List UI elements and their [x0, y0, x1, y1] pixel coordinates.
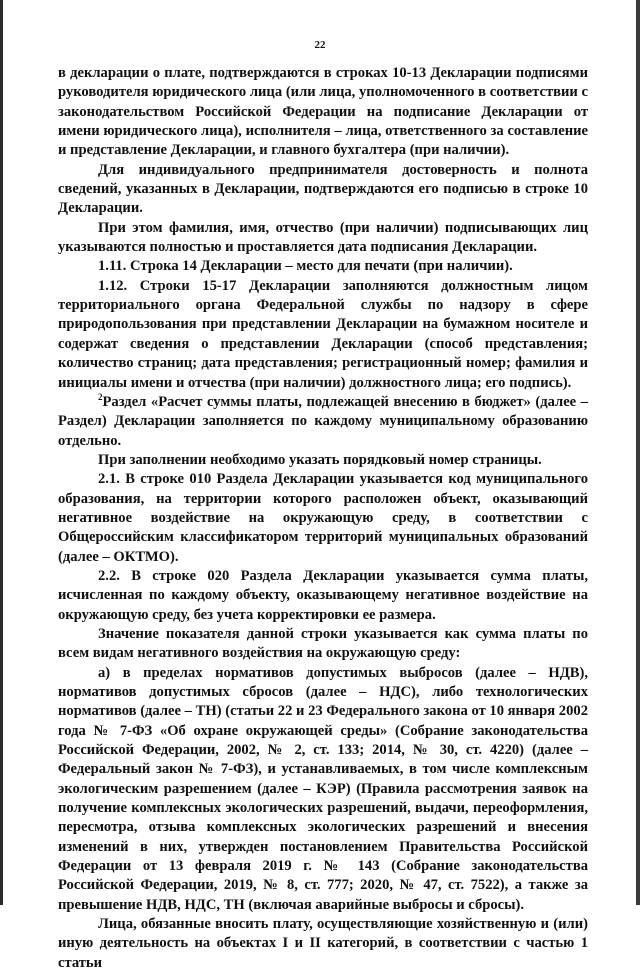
footnote-mark: 2	[98, 391, 103, 402]
scan-edge-right	[636, 0, 640, 905]
paragraph: 2.1. В строке 010 Раздела Декларации указывается код муниципального образования, на территории которого расположен объект, оказывающий негативное воздействие на окружающую среду, в соответствии с Общероссийским классификатором территорий муниципальных образований (далее – ОКТМО).	[58, 471, 588, 565]
document-body	[58, 64, 588, 973]
paragraph: При заполнении необходимо указать порядковый номер страницы.	[98, 451, 542, 468]
paragraph: 1.12. Строки 15-17 Декларации заполняются должностным лицом территориального органа Федеральной службы по надзору в сфере природопользования при представлении Декларации на бумажном носителе и содержат сведения о представлении Декларации (способ представления; количество страниц; дата представления; регистрационный номер; фамилия и инициалы имени и отчества (при наличии) должностного лица; его подпись).	[58, 277, 588, 391]
section-paragraph	[58, 393, 588, 451]
paragraph: Лица, обязанные вносить плату, осуществляющие хозяйственную и (или) иную деятельность на объектах I и II категорий, в соответствии с частью 1 статьи	[58, 916, 588, 971]
paragraph: При этом фамилия, имя, отчество (при наличии) подписывающих лиц указываются полностью и проставляется дата подписания Декларации.	[58, 219, 588, 256]
paragraph: 2.2. В строке 020 Раздела Декларации указывается сумма платы, исчисленная по каждому объекту, оказывающему негативное воздействие на окружающую среду, без учета корректировки ее размера.	[58, 567, 588, 623]
section-paragraph-text: Раздел «Расчет суммы платы, подлежащей внесению в бюджет» (далее – Раздел) Декларации заполняется по каждому муниципальному образованию отдельно.	[58, 393, 588, 449]
paragraph: в декларации о плате, подтверждаются в строках 10-13 Декларации подписями руководителя юридического лица (или лица, уполномоченного в соответствии с законодательством Российской Федерации на подписание Декларации от имени юридического лица), исполнителя – лица, ответственного за составление и представление Декларации, и главного бухгалтера (при наличии).	[58, 65, 588, 159]
paragraph: Для индивидуального предпринимателя достоверность и полнота сведений, указанных в Декларации, подтверждаются его подписью в строке 10 Декларации.	[58, 161, 588, 217]
paragraph: 1.11. Строка 14 Декларации – место для печати (при наличии).	[98, 258, 513, 275]
scan-edge-left	[0, 0, 3, 905]
paragraph: Значение показателя данной строки указывается как сумма платы по всем видам негативного воздействия на окружающую среду:	[58, 625, 588, 662]
paragraph: а) в пределах нормативов допустимых выбросов (далее – НДВ), нормативов допустимых сбросов (далее – НДС), либо технологических нормативов (далее – ТН) (статьи 22 и 23 Федерального закона от 10 января 2002 года № 7-ФЗ «Об охране окружающей среды» (Собрание законодательства Российской Федерации, 2002, № 2, ст. 133; 2014, № 30, ст. 4220) (далее – Федеральный закон № 7-ФЗ), и устанавливаемых, в том числе комплексным экологическим разрешением (далее – КЭР) (Правила рассмотрения заявок на получение комплексных экологических разрешений, выдачи, переоформления, пересмотра, отзыва комплексных экологических разрешений и внесения изменений в них, утвержден постановлением Правительства Российской Федерации от 13 февраля 2019 г. № 143 (Собрание законодательства Российской Федерации, 2019, № 8, ст. 777; 2020, № 47, ст. 7522), а также за превышение НДВ, НДС, ТН (включая аварийные выбросы и сбросы).	[58, 664, 588, 913]
page-number: 22	[314, 39, 326, 51]
